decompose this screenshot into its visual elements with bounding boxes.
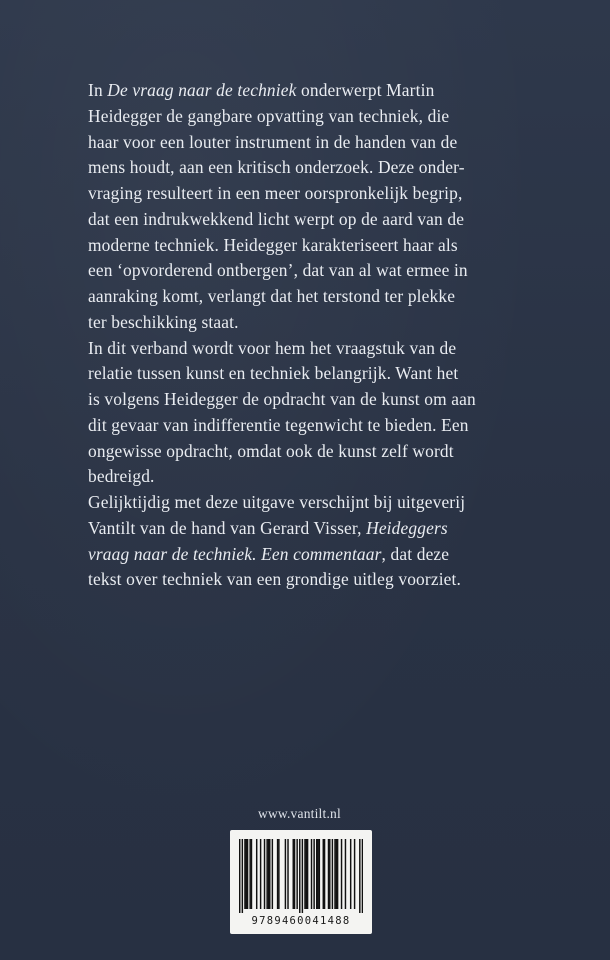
blurb-text bbox=[88, 78, 528, 593]
barcode-bar bbox=[332, 839, 333, 909]
barcode-bar bbox=[260, 839, 261, 909]
isbn-number: 9789460041488 bbox=[251, 915, 351, 927]
text-line: vraging resulteert in een meer oorspronkelijk begrip, bbox=[88, 183, 463, 203]
text-line: Gelijktijdig met deze uitgave verschijnt bij uitgeverij bbox=[88, 492, 466, 512]
barcode-bar bbox=[296, 839, 297, 909]
barcode-bar bbox=[316, 839, 317, 909]
text-line: ongewisse opdracht, omdat ook de kunst zelf wordt bbox=[88, 440, 454, 461]
barcode-bar bbox=[341, 839, 342, 909]
barcode-bar bbox=[307, 839, 308, 909]
barcode-bar bbox=[268, 839, 269, 909]
barcode-bar bbox=[299, 839, 300, 913]
barcode-bar bbox=[319, 839, 320, 909]
barcode-bar bbox=[269, 839, 270, 909]
barcode-bar bbox=[246, 839, 247, 909]
barcode-bar bbox=[306, 839, 307, 909]
barcode-bar bbox=[324, 839, 325, 909]
barcode-bar bbox=[317, 839, 318, 909]
barcode-bar bbox=[277, 839, 278, 909]
barcode-bar bbox=[323, 839, 324, 909]
barcode-bar bbox=[244, 839, 245, 909]
text-line: een ‘opvorderend ontbergen’, dat van al wat ermee in bbox=[88, 260, 468, 281]
text-line: bedreigd. bbox=[88, 466, 155, 487]
text-line: is volgens Heidegger de opdracht van de kunst om aan bbox=[88, 389, 476, 409]
text-line: aanraking komt, verlangt dat het terstond ter plekke bbox=[88, 286, 456, 306]
text-line: dat een indrukwekkend licht werpt op de aard van de bbox=[88, 208, 465, 229]
barcode-bar bbox=[354, 839, 355, 909]
text-line: vraag naar de techniek. Een commentaar, dat deze bbox=[88, 543, 450, 564]
text-line: ter beschikking staat. bbox=[88, 311, 239, 332]
text-line: In De vraag naar de techniek onderwerpt Martin bbox=[88, 80, 435, 100]
barcode-bar bbox=[242, 839, 243, 913]
commentary-title: vraag naar de techniek. Een commentaar bbox=[88, 543, 382, 564]
barcode-bar bbox=[311, 839, 312, 909]
barcode-bar bbox=[256, 839, 257, 909]
text-line: mens houdt, aan een kritisch onderzoek. Deze onder- bbox=[88, 157, 465, 178]
barcode-bar bbox=[362, 839, 363, 913]
book-title: De vraag naar de techniek bbox=[107, 80, 297, 100]
text-line: Heidegger de gangbare opvatting van techniek, die bbox=[88, 105, 450, 126]
barcode-bar bbox=[278, 839, 279, 909]
barcode-bar bbox=[287, 839, 288, 909]
publisher-url: www.vantilt.nl bbox=[258, 806, 341, 821]
barcode-bar bbox=[337, 839, 338, 909]
text-line: haar voor een louter instrument in de handen van de bbox=[88, 131, 458, 152]
barcode bbox=[239, 839, 363, 913]
text-line: relatie tussen kunst en techniek belangrijk. Want het bbox=[88, 363, 459, 384]
barcode-bar bbox=[294, 839, 295, 909]
text-line: tekst over techniek van een grondige uitleg voorziet. bbox=[88, 569, 462, 590]
text-line: moderne techniek. Heidegger karakteriseert haar als bbox=[88, 234, 458, 255]
barcode-bar bbox=[264, 839, 265, 909]
blurb-paragraph-2 bbox=[88, 336, 528, 491]
barcode-bar bbox=[251, 839, 252, 909]
blurb-paragraph-1 bbox=[88, 78, 528, 336]
barcode-label bbox=[230, 830, 372, 934]
barcode-bar bbox=[247, 839, 248, 909]
barcode-bar bbox=[302, 839, 303, 913]
barcode-bar bbox=[328, 839, 329, 909]
barcode-bar bbox=[293, 839, 294, 909]
barcode-bar bbox=[336, 839, 337, 909]
barcode-bar bbox=[239, 839, 240, 913]
barcode-bar bbox=[329, 839, 330, 909]
barcode-bar bbox=[266, 839, 267, 909]
text-line: In dit verband wordt voor hem het vraagstuk van de bbox=[88, 337, 457, 358]
barcode-bar bbox=[334, 839, 335, 909]
blurb-paragraph-3 bbox=[88, 490, 528, 593]
barcode-bar bbox=[285, 839, 286, 909]
barcode-bar bbox=[345, 839, 346, 909]
barcode-bar bbox=[304, 839, 305, 909]
barcode-bar bbox=[313, 839, 314, 909]
barcode-bar bbox=[249, 839, 250, 909]
barcode-bar bbox=[272, 839, 273, 909]
barcode-bar bbox=[359, 839, 360, 913]
text-line: Vantilt van de hand van Gerard Visser, Heideggers bbox=[88, 517, 448, 538]
commentary-title: Heideggers bbox=[366, 517, 448, 538]
barcode-bar bbox=[350, 839, 351, 909]
text-line: dit gevaar van indifferentie tegenwicht te bieden. Een bbox=[88, 414, 469, 435]
